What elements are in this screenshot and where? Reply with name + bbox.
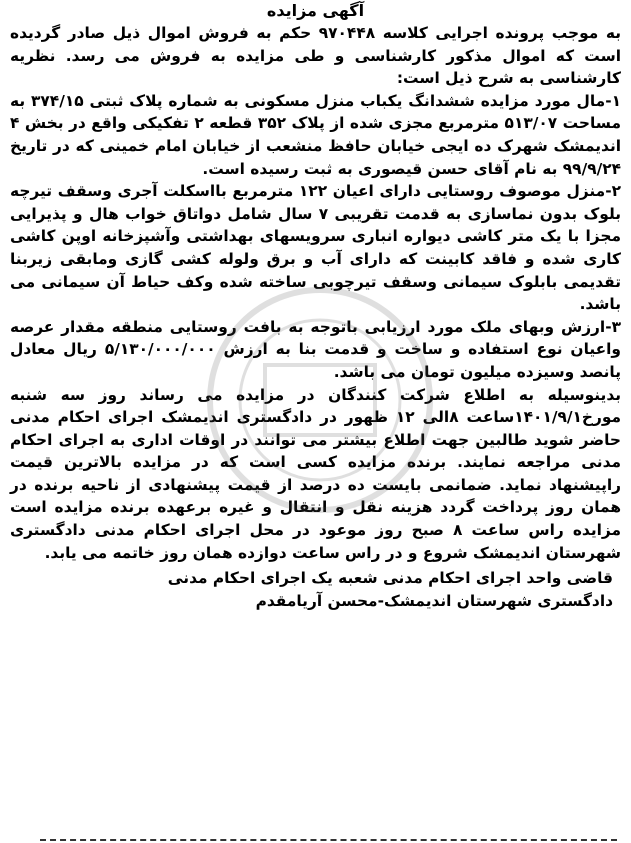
notice-item-2: ۲-منزل موصوف روستایی دارای اعیان ۱۲۲ مترمربع بااسکلت آجری وسقف تیرچه بلوک بدون نماسازی به قدمت تقریبی ۷ سال شامل دواتاق خواب هال و پذیرایی مجزا با یک متر کاشی دیواره انباری سرویسهای بهداشتی وآشپزخانه اوپن کاشی کاری شده و فاقد کابینت که دارای آب و برق ولوله کشی گازی ومابقی زیربنا تقدیمی بابلوک سیمانی وسقف تیرچوبی ساخته شده وکف حیاط آن سیمانی می باشد. bbox=[10, 182, 622, 314]
notice-item-1: ۱-مال مورد مزایده ششدانگ یکباب منزل مسکونی به شماره پلاک ثبتی ۳۷۴/۱۵ به مساحت ۵۱۳/۰۷ مترمربع مجزی شده از پلاک ۳۵۲ قطعه ۲ تفکیکی واقع در بخش ۴ اندیمشک شهرک ده ایجی خیابان حافظ منشعب از خیابان امام خمینی که در تاریخ ۹۹/۹/۲۴ به نام آقای حسن قیصوری به ثبت رسیده است. bbox=[10, 91, 621, 178]
signature-line-1: قاضی واحد اجرای احکام مدنی شعبه یک اجرای احکام مدنی bbox=[167, 569, 613, 588]
notice-item-3: ۳-ارزش وبهای ملک مورد ارزیابی باتوجه به بافت روستایی منطقه مقدار عرصه واعیان نوع استفاده و ساخت و قدمت بنا به ارزش ۵/۱۳۰/۰۰۰/۰۰۰ ریال معادل پانصد وسیزده میلیون تومان می باشد. bbox=[10, 317, 621, 381]
bottom-divider bbox=[40, 839, 617, 841]
notice-title: آگهی مزایده bbox=[266, 1, 365, 20]
notice-intro: به موجب پرونده اجرایی کلاسه ۹۷۰۴۴۸ حکم به فروش اموال ذیل صادر گردیده است که اموال مذکور کارشناسی و طی مزایده به فروش می رسد. نظریه کارشناسی به شرح ذیل است: bbox=[10, 24, 621, 88]
signature-line-2: دادگستری شهرستان اندیمشک-محسن آریامقدم bbox=[255, 591, 613, 610]
notice-signature bbox=[10, 567, 613, 612]
auction-notice bbox=[10, 0, 621, 843]
notice-closing: بدینوسیله به اطلاع شرکت کنندگان در مزایده می رساند روز سه شنبه مورخ۱۴۰۱/۹/۱ساعت ۸الی ۱۲ ظهور در دادگستری اندیمشک اجرای احکام مدنی حاضر شوید طالبین جهت اطلاع بیشتر می توانند در اوقات اداری به اجرای احکام مدنی مراجعه نمایند. برنده مزایده کسی است که در مزایده بالاترین قیمت راپیشنهاد نماید. ضمانمی بایست ده درصد از قیمت پیشنهادی از ناحیه برنده در همان روز پرداخت گردد هزینه نقل و انتقال و غیره برعهده برنده مزایده است مزایده راس ساعت ۸ صبح روز موعود در محل اجرای احکام مدنی دادگستری شهرستان اندیمشک شروع و در راس ساعت دوازده همان روز خاتمه می یابد. bbox=[10, 385, 622, 562]
